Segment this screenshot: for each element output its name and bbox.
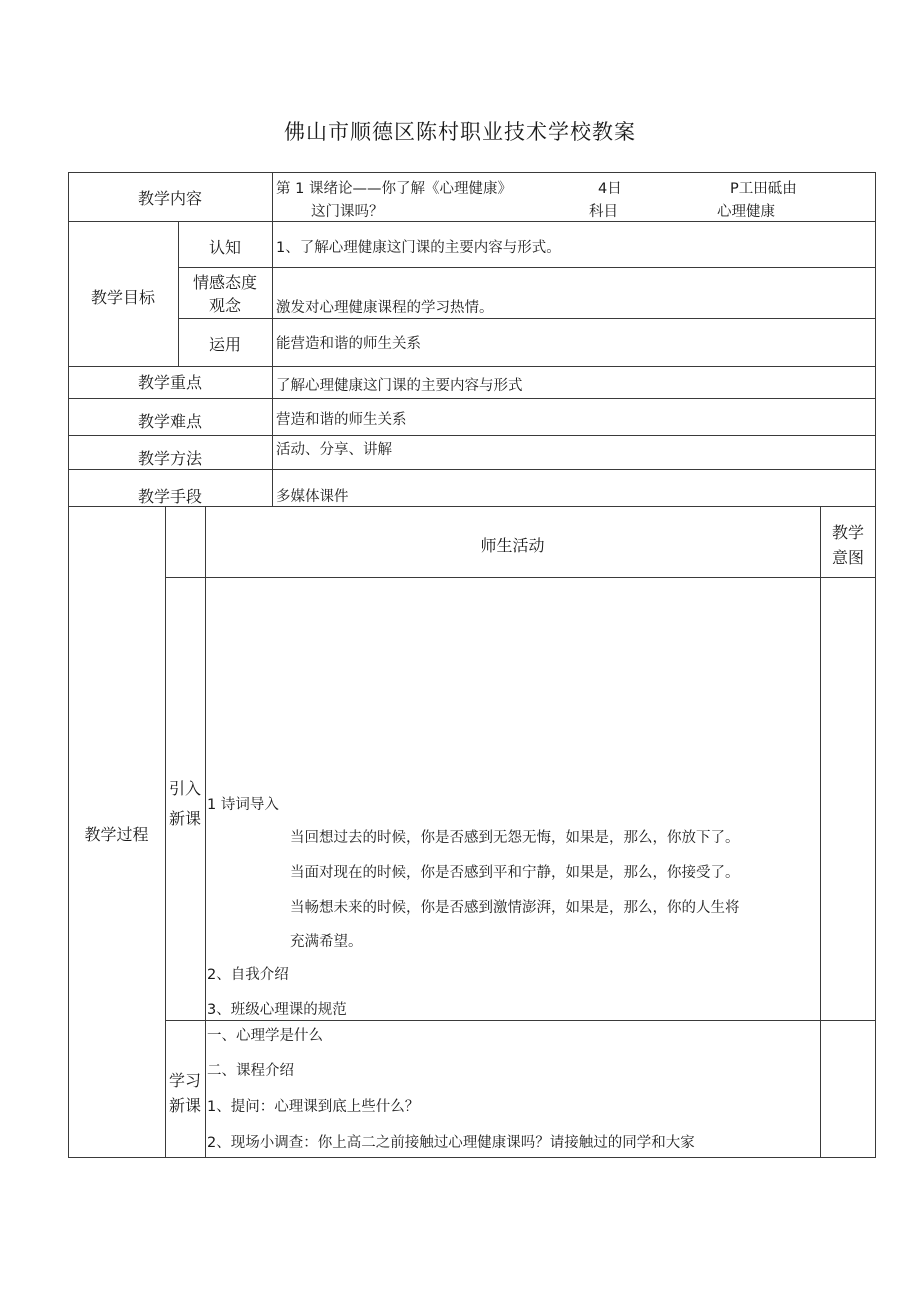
focus-label: 教学重点 (137, 373, 202, 392)
focus-value: 了解心理健康这门课的主要内容与形式 (276, 378, 523, 394)
intro-label-1: 引入 (168, 779, 201, 798)
p-text: P工田砥由 (730, 181, 797, 197)
study-line-4: 2、现场小调查：你上高二之前接触过心理健康课吗？请接触过的同学和大家 (207, 1135, 695, 1151)
intro-label-2: 新课 (168, 809, 201, 828)
activity-header: 师生活动 (480, 536, 545, 555)
col-divider (165, 506, 166, 1158)
method-value: 活动、分享、讲解 (276, 442, 392, 458)
lesson-title-line1: 第 1 课绪论——你了解《心理健康》 (276, 181, 512, 197)
intro-item-2: 2、自我介绍 (207, 967, 289, 983)
col-divider (820, 506, 821, 1158)
emotion-label-1: 情感态度 (192, 273, 257, 292)
row-divider (178, 318, 876, 319)
intent-header-1: 教学 (831, 523, 864, 542)
apply-value: 能营造和谐的师生关系 (276, 336, 421, 352)
intro-item-1: 1 诗词导入 (207, 797, 279, 813)
row-divider (68, 435, 876, 436)
row-divider (68, 398, 876, 399)
row-divider (165, 577, 876, 578)
subject-label: 科目 (589, 204, 618, 220)
means-label: 教学手段 (137, 487, 202, 506)
difficulty-label: 教学难点 (137, 412, 202, 431)
poem-line-3: 当畅想未来的时候，你是否感到激情澎湃，如果是，那么，你的人生将 (290, 900, 740, 916)
row-divider (68, 366, 876, 367)
row-divider (178, 267, 876, 268)
page-title: 佛山市顺德区陈村职业技术学校教案 (284, 120, 636, 144)
content-label: 教学内容 (137, 189, 202, 208)
knowledge-value: 1、了解心理健康这门课的主要内容与形式。 (276, 240, 561, 256)
study-label-1: 学习 (168, 1071, 201, 1090)
method-label: 教学方法 (137, 449, 202, 468)
apply-label: 运用 (208, 335, 241, 354)
difficulty-value: 营造和谐的师生关系 (276, 412, 407, 428)
goals-label: 教学目标 (90, 288, 155, 307)
study-line-1: 一、心理学是什么 (207, 1028, 323, 1044)
poem-line-2: 当面对现在的时候，你是否感到平和宁静，如果是，那么，你接受了。 (290, 865, 740, 881)
process-label: 教学过程 (84, 825, 149, 844)
row-divider (68, 469, 876, 470)
intro-item-3: 3、班级心理课的规范 (207, 1002, 347, 1018)
col-divider (205, 506, 206, 1158)
means-value: 多媒体课件 (276, 489, 349, 505)
lesson-hours: 4日 (598, 181, 622, 197)
table-border-bottom (68, 1157, 876, 1158)
table-border-right (875, 172, 876, 1158)
row-divider (68, 221, 876, 222)
row-divider (165, 1020, 876, 1021)
lesson-title-line2: 这门课吗？ (311, 204, 384, 220)
subject-value: 心理健康 (717, 204, 775, 220)
emotion-label-2: 观念 (208, 296, 241, 315)
study-line-2: 二、课程介绍 (207, 1063, 294, 1079)
study-line-3: 1、提问：心理课到底上些什么？ (207, 1099, 420, 1115)
table-border-top (68, 172, 876, 173)
col-divider (272, 172, 273, 507)
study-label-2: 新课 (168, 1096, 201, 1115)
table-border-left (68, 172, 69, 1158)
emotion-value: 激发对心理健康课程的学习热情。 (276, 300, 494, 316)
knowledge-label: 认知 (208, 238, 241, 257)
poem-line-4: 充满希望。 (290, 934, 363, 950)
intent-header-2: 意图 (831, 548, 864, 567)
poem-line-1: 当回想过去的时候，你是否感到无怨无悔，如果是，那么，你放下了。 (290, 830, 740, 846)
